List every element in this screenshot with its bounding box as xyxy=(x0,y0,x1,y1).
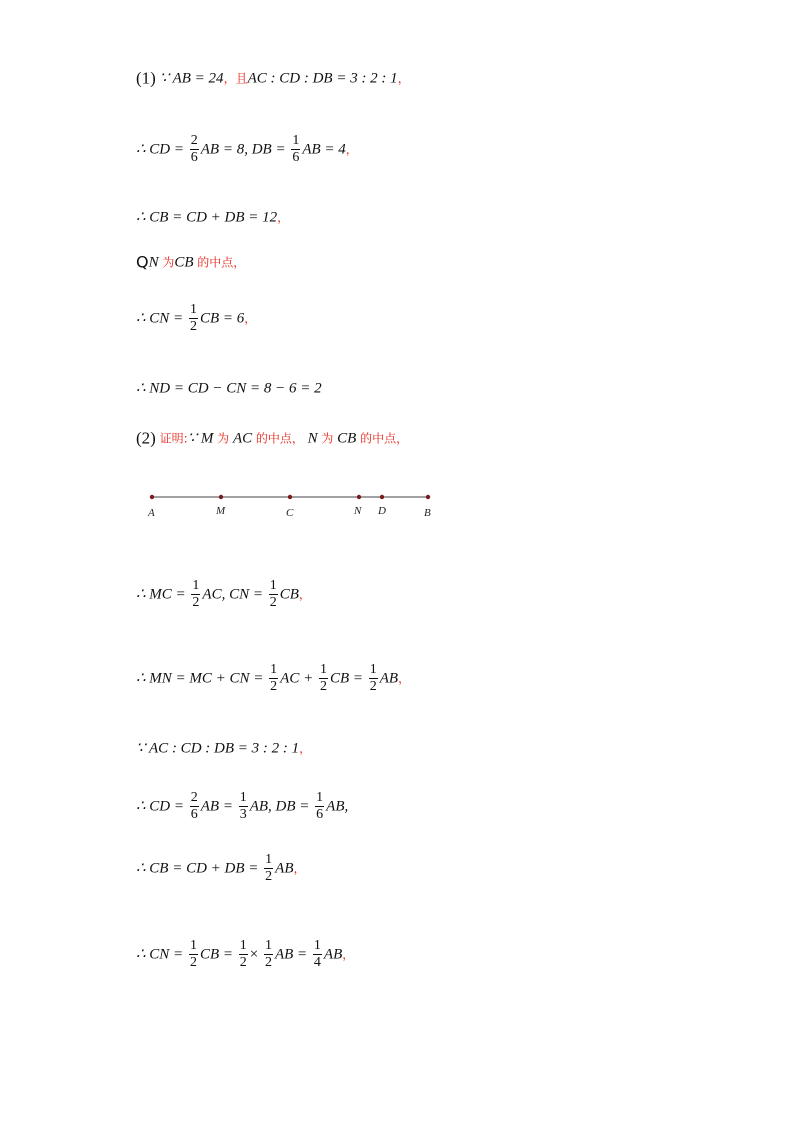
expr: ∴ MN = MC + CN = xyxy=(136,670,264,687)
red-comma: ， xyxy=(244,311,257,326)
p1-line-1 xyxy=(136,68,410,89)
expr: AB xyxy=(275,860,294,877)
expr: AB = 8, DB = xyxy=(200,141,286,158)
fraction xyxy=(269,662,278,695)
p2-line-5 xyxy=(136,790,348,823)
denominator: 3 xyxy=(239,807,247,822)
denominator: 6 xyxy=(292,150,300,165)
p2-line-2 xyxy=(136,578,311,611)
p2-line-7 xyxy=(136,938,354,971)
expr: AB xyxy=(323,946,343,963)
numerator: 1 xyxy=(189,938,197,953)
red-comma: ， xyxy=(397,71,410,86)
denominator: 2 xyxy=(189,319,197,334)
red-text: 为 xyxy=(162,255,175,270)
red-text: 的中点， xyxy=(360,431,409,446)
denominator: 6 xyxy=(190,150,198,165)
expr: ∴ MC = xyxy=(136,586,186,603)
expr: ∴ CN = xyxy=(136,946,184,963)
part-label: (2) xyxy=(136,428,156,448)
denominator: 2 xyxy=(264,955,272,970)
numerator: 2 xyxy=(190,133,198,148)
fraction xyxy=(189,302,198,335)
expr: ∵ M xyxy=(187,430,214,447)
segment-diagram xyxy=(140,488,450,522)
fraction xyxy=(264,938,273,971)
expr: ∴ CD = xyxy=(136,798,185,815)
red-text: 为 xyxy=(321,431,334,446)
expr: ∴ CD = xyxy=(136,141,185,158)
fraction xyxy=(190,790,199,823)
expr: CB xyxy=(279,586,299,603)
numerator: 1 xyxy=(319,662,327,677)
fraction xyxy=(189,938,198,971)
times-sign: × xyxy=(249,946,259,963)
red-text: 的中点， xyxy=(197,255,246,270)
expr: N xyxy=(307,430,318,447)
numerator: 2 xyxy=(190,790,198,805)
part-label: (1) xyxy=(136,68,156,88)
expr: CB = xyxy=(329,670,364,687)
denominator: 6 xyxy=(190,807,198,822)
q-symbol: Q xyxy=(136,252,149,272)
point-m xyxy=(215,495,226,517)
expr: ∴ CB = CD + DB = 12 xyxy=(136,209,278,226)
numerator: 1 xyxy=(316,790,324,805)
numerator: 1 xyxy=(369,662,377,677)
numerator: 1 xyxy=(292,133,300,148)
red-comma: ， xyxy=(277,210,290,225)
red-comma: ， xyxy=(293,861,306,876)
fraction xyxy=(319,662,328,695)
expr: CB xyxy=(337,430,357,447)
p1-line-5 xyxy=(136,302,256,335)
point-c xyxy=(286,495,294,519)
red-comma: ， xyxy=(299,741,312,756)
denominator: 2 xyxy=(270,679,278,694)
denominator: 4 xyxy=(313,955,321,970)
red-comma: ， xyxy=(345,142,358,157)
denominator: 2 xyxy=(319,679,327,694)
expr: CB = 6 xyxy=(199,310,245,327)
svg-text:D: D xyxy=(378,505,386,517)
fraction xyxy=(291,133,300,166)
denominator: 2 xyxy=(189,955,197,970)
denominator: 2 xyxy=(269,595,277,610)
point-d xyxy=(377,495,386,517)
expr: AB, xyxy=(326,798,349,815)
expr: AB = 4 xyxy=(302,141,346,158)
expr: ∴ CB = CD + DB = xyxy=(136,860,259,877)
numerator: 1 xyxy=(264,938,272,953)
denominator: 6 xyxy=(316,807,324,822)
fraction xyxy=(313,938,322,971)
p2-line-3 xyxy=(136,662,410,695)
given-ab: ∵ AB = 24 xyxy=(155,70,224,87)
p1-line-2 xyxy=(136,133,358,166)
numerator: 1 xyxy=(265,852,273,867)
numerator: 1 xyxy=(239,790,247,805)
red-text: 证明: xyxy=(159,431,188,446)
fraction xyxy=(315,790,324,823)
p1-line-6 xyxy=(136,378,322,399)
point-a xyxy=(147,495,155,519)
denominator: 2 xyxy=(369,679,377,694)
fraction xyxy=(190,133,199,166)
svg-text:C: C xyxy=(286,507,294,519)
fraction xyxy=(239,790,248,823)
expr: ∵ AC : CD : DB = 3 : 2 : 1 xyxy=(136,740,300,757)
fraction xyxy=(239,938,248,971)
denominator: 2 xyxy=(265,869,273,884)
segment-cb: CB xyxy=(174,254,194,271)
numerator: 1 xyxy=(189,302,197,317)
denominator: 2 xyxy=(239,955,247,970)
red-text: ，且 xyxy=(223,71,248,86)
expr: AB xyxy=(379,670,399,687)
numerator: 1 xyxy=(239,938,247,953)
red-text: 为 xyxy=(217,431,230,446)
numerator: 1 xyxy=(269,578,277,593)
ratio: AC : CD : DB = 3 : 2 : 1 xyxy=(247,70,398,87)
fraction xyxy=(369,662,378,695)
p2-line-1 xyxy=(136,428,408,449)
p1-line-3 xyxy=(136,207,289,228)
expr: AB, DB = xyxy=(249,798,310,815)
p2-line-4 xyxy=(136,738,311,759)
p2-line-6 xyxy=(136,852,306,885)
expr: AB = xyxy=(274,946,308,963)
svg-text:N: N xyxy=(354,505,362,517)
expr: AB = xyxy=(200,798,233,815)
p1-line-4 xyxy=(136,252,245,273)
expr: AC, CN = xyxy=(202,586,263,603)
numerator: 1 xyxy=(270,662,278,677)
point-b xyxy=(424,495,431,519)
point-n xyxy=(353,495,362,517)
expr: ∴ CN = xyxy=(136,310,184,327)
expr: CB = xyxy=(199,946,233,963)
red-comma: ， xyxy=(398,671,411,686)
expr: AC + xyxy=(280,670,314,687)
numerator: 1 xyxy=(192,578,200,593)
fraction xyxy=(269,578,278,611)
red-comma: ， xyxy=(298,587,311,602)
fraction xyxy=(264,852,273,885)
numerator: 1 xyxy=(313,938,321,953)
expr: AC xyxy=(232,430,253,447)
red-text: 的中点， xyxy=(255,431,304,446)
denominator: 2 xyxy=(192,595,200,610)
svg-text:M: M xyxy=(216,505,226,517)
svg-text:B: B xyxy=(424,507,431,519)
red-comma: ， xyxy=(342,947,355,962)
point-n: N xyxy=(148,254,159,271)
fraction xyxy=(191,578,200,611)
expr: ∴ ND = CD − CN = 8 − 6 = 2 xyxy=(136,380,322,397)
svg-text:A: A xyxy=(148,507,155,519)
